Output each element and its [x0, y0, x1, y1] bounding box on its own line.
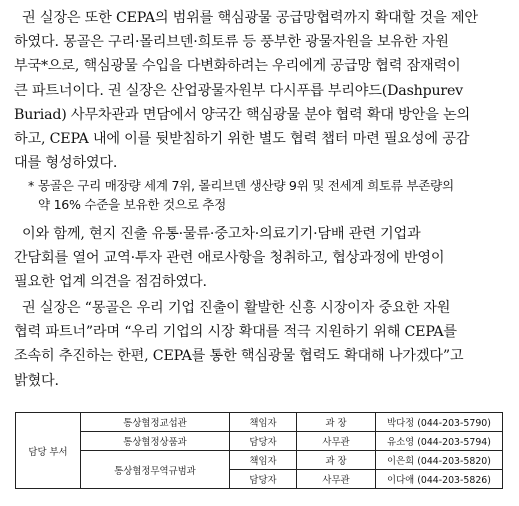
title-cell: 과 장 — [297, 413, 376, 432]
text-line: 하고, CEPA 내에 이를 뒷받침하기 위한 별도 협력 챕터 마련 필요성에 공감 — [14, 131, 470, 148]
text-line: 이와 함께, 현지 진출 유통·물류·중고차·의료기기·담배 관련 기업과 — [22, 226, 421, 242]
paragraph-quote — [14, 296, 504, 393]
text-line: 권 실장은 “몽골은 우리 기업 진출이 활발한 신흥 시장이자 중요한 자원 — [22, 300, 451, 316]
person-cell: 박다정 (044-203-5790) — [376, 413, 503, 432]
person-cell: 유소영 (044-203-5794) — [376, 432, 503, 451]
text-line: 부국*으로, 핵심광물 수입을 다변화하려는 우리에게 공급망 협력 잠재력이 — [14, 58, 461, 75]
text-line: 대를 형성하였다. — [14, 155, 118, 172]
person-cell: 이다애 (044-203-5826) — [376, 470, 503, 489]
footnote-line: 몽골은 구리 매장량 세계 7위, 몰리브덴 생산량 9위 및 전세계 희토류 부존량의 — [38, 178, 454, 193]
role-cell: 담당자 — [230, 470, 297, 489]
contact-table — [15, 412, 503, 489]
text-line: 조속히 추진하는 한편, CEPA를 통한 핵심광물 협력도 확대해 나가겠다”고 — [14, 348, 464, 365]
footnote-marker: * — [28, 178, 34, 193]
text-line: 필요한 업계 의견을 점검하였다. — [14, 274, 207, 291]
role-cell: 담당자 — [230, 432, 297, 451]
dept-label: 담당 부서 — [16, 413, 81, 489]
team-cell: 통상협정무역규범과 — [81, 451, 230, 489]
person-cell: 이은희 (044-203-5820) — [376, 451, 503, 470]
title-cell: 과 장 — [297, 451, 376, 470]
table-row — [16, 451, 503, 470]
paragraph-cepa-minerals — [14, 6, 504, 175]
paragraph-business-meeting — [14, 222, 504, 295]
team-cell: 통상협정교섭관 — [81, 413, 230, 432]
table-row — [16, 432, 503, 451]
text-line: 협력 파트너”라며 “우리 기업의 시장 확대를 적극 지원하기 위해 CEPA를 — [14, 324, 457, 341]
text-line: 권 실장은 또한 CEPA의 범위를 핵심광물 공급망협력까지 확대할 것을 제안 — [22, 10, 478, 26]
text-line: 큰 파트너이다. 권 실장은 산업광물자원부 다시푸릅 부리야드(Dashpurev — [14, 82, 463, 99]
role-cell: 책임자 — [230, 413, 297, 432]
title-cell: 사무관 — [297, 432, 376, 451]
role-cell: 책임자 — [230, 451, 297, 470]
team-cell: 통상협정상품과 — [81, 432, 230, 451]
table-row — [16, 413, 503, 432]
title-cell: 사무관 — [297, 470, 376, 489]
footnote-line: 약 16% 수준을 보유한 것으로 추정 — [38, 197, 226, 212]
text-line: 하였다. 몽골은 구리·몰리브덴·희토류 등 풍부한 광물자원을 보유한 자원 — [14, 34, 449, 51]
text-line: 간담회를 열어 교역·투자 관련 애로사항을 청취하고, 협상과정에 반영이 — [14, 250, 445, 267]
text-line: Buriad) 사무차관과 면담에서 양국간 핵심광물 분야 협력 확대 방안을 논의 — [14, 106, 470, 123]
text-line: 밝혔다. — [14, 372, 59, 389]
footnote — [28, 176, 508, 214]
